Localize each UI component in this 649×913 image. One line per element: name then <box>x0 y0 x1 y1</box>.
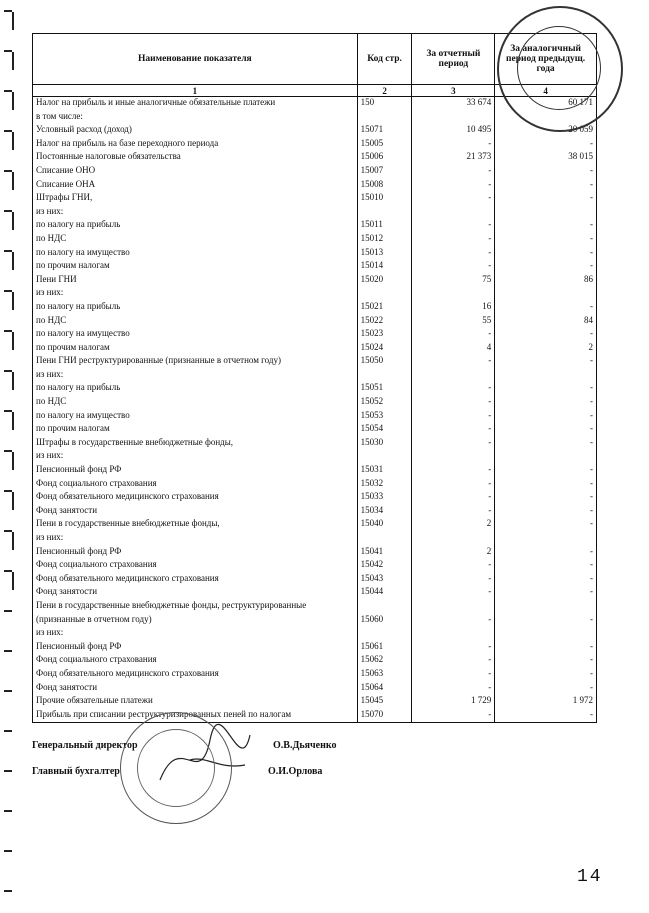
cell-v2: 84 <box>495 315 597 329</box>
cell-v1: - <box>412 423 495 437</box>
cell-v2 <box>495 206 597 220</box>
cell-name: Пени ГНИ <box>33 274 358 288</box>
table-row <box>33 124 597 138</box>
table-row <box>33 614 597 628</box>
cell-code: 150 <box>357 97 412 111</box>
table-row <box>33 369 597 383</box>
cell-v2 <box>495 287 597 301</box>
cell-v1: - <box>412 355 495 369</box>
cell-v1 <box>412 450 495 464</box>
cell-v2: - <box>495 478 597 492</box>
table-row <box>33 586 597 600</box>
cell-name: по НДС <box>33 315 358 329</box>
table-row <box>33 328 597 342</box>
cell-v1: 1 729 <box>412 695 495 709</box>
table-row <box>33 192 597 206</box>
table-row <box>33 450 597 464</box>
cell-name: Фонд занятости <box>33 682 358 696</box>
cell-v2: - <box>495 682 597 696</box>
cell-v1: 75 <box>412 274 495 288</box>
table-row <box>33 274 597 288</box>
cell-code: 15010 <box>357 192 412 206</box>
cell-code: 15040 <box>357 518 412 532</box>
cell-name: Пенсионный фонд РФ <box>33 546 358 560</box>
accountant-name: О.И.Орлова <box>268 766 323 777</box>
cell-v1: - <box>412 233 495 247</box>
table-row <box>33 233 597 247</box>
cell-name: Пенсионный фонд РФ <box>33 464 358 478</box>
cell-v1: 16 <box>412 301 495 315</box>
table-row <box>33 573 597 587</box>
table-row <box>33 423 597 437</box>
cell-v2: 38 015 <box>495 151 597 165</box>
table-row <box>33 682 597 696</box>
cell-code: 15054 <box>357 423 412 437</box>
cell-v2: 60 171 <box>495 97 597 111</box>
cell-v2: 20 059 <box>495 124 597 138</box>
cell-code: 15020 <box>357 274 412 288</box>
table-row <box>33 342 597 356</box>
cell-name: по налогу на прибыль <box>33 301 358 315</box>
cell-name: Постоянные налоговые обязательства <box>33 151 358 165</box>
table-row <box>33 410 597 424</box>
cell-name: Фонд социального страхования <box>33 478 358 492</box>
cell-v1: - <box>412 165 495 179</box>
cell-v1 <box>412 532 495 546</box>
cell-code: 15013 <box>357 247 412 261</box>
table-row <box>33 518 597 532</box>
table-row <box>33 600 597 614</box>
table-row <box>33 179 597 193</box>
table-row <box>33 668 597 682</box>
table-row <box>33 546 597 560</box>
cell-code: 15045 <box>357 695 412 709</box>
cell-name: по налогу на имущество <box>33 247 358 261</box>
cell-code: 15007 <box>357 165 412 179</box>
table-row <box>33 260 597 274</box>
cell-code: 15030 <box>357 437 412 451</box>
cell-code: 15044 <box>357 586 412 600</box>
cell-name: Фонд обязательного медицинского страхования <box>33 491 358 505</box>
cell-v1: - <box>412 682 495 696</box>
cell-name: Пени ГНИ реструктурированные (признанные в отчетном году) <box>33 355 358 369</box>
cell-name: Прочие обязательные платежи <box>33 695 358 709</box>
cell-code <box>357 111 412 125</box>
table-row <box>33 138 597 152</box>
cell-name: Фонд обязательного медицинского страхования <box>33 668 358 682</box>
cell-name: Налог на прибыль на базе переходного периода <box>33 138 358 152</box>
cell-code: 15051 <box>357 382 412 396</box>
cell-name: Фонд социального страхования <box>33 654 358 668</box>
cell-code: 15041 <box>357 546 412 560</box>
cell-v1 <box>412 600 495 614</box>
table-row <box>33 695 597 709</box>
cell-v2: - <box>495 382 597 396</box>
cell-v1: - <box>412 437 495 451</box>
table-row <box>33 709 597 723</box>
cell-code: 15021 <box>357 301 412 315</box>
table-row <box>33 206 597 220</box>
cell-v1: - <box>412 654 495 668</box>
cell-code: 15031 <box>357 464 412 478</box>
cell-v1 <box>412 111 495 125</box>
cell-v1 <box>412 287 495 301</box>
table-row <box>33 396 597 410</box>
table-body <box>33 97 597 723</box>
cell-v1: - <box>412 614 495 628</box>
cell-code: 15014 <box>357 260 412 274</box>
cell-code <box>357 450 412 464</box>
cell-code: 15006 <box>357 151 412 165</box>
cell-name: из них: <box>33 369 358 383</box>
cell-code: 15024 <box>357 342 412 356</box>
cell-name: в том числе: <box>33 111 358 125</box>
cell-name: Условный расход (доход) <box>33 124 358 138</box>
cell-v1: - <box>412 260 495 274</box>
cell-v1: 33 674 <box>412 97 495 111</box>
table-row <box>33 111 597 125</box>
cell-name: Пенсионный фонд РФ <box>33 641 358 655</box>
cell-v2: - <box>495 328 597 342</box>
cell-v1: - <box>412 559 495 573</box>
cell-v1: 4 <box>412 342 495 356</box>
cell-name: из них: <box>33 206 358 220</box>
cell-name: Фонд занятости <box>33 505 358 519</box>
table-row <box>33 641 597 655</box>
cell-name: Пени в государственные внебюджетные фонды, <box>33 518 358 532</box>
table-row <box>33 437 597 451</box>
page-number: 14 <box>577 867 603 887</box>
cell-v2 <box>495 627 597 641</box>
cell-code <box>357 369 412 383</box>
cell-v1: - <box>412 396 495 410</box>
company-stamp-bottom <box>120 712 232 824</box>
cell-code: 15005 <box>357 138 412 152</box>
cell-v1 <box>412 206 495 220</box>
cell-name: Прибыль при списании реструктуризированных пеней по налогам <box>33 709 358 723</box>
cell-code: 15071 <box>357 124 412 138</box>
table-row <box>33 247 597 261</box>
table-row <box>33 464 597 478</box>
cell-v2: - <box>495 165 597 179</box>
cell-v1: - <box>412 586 495 600</box>
cell-name: Пени в государственные внебюджетные фонды, реструктурированные <box>33 600 358 614</box>
cell-v2: - <box>495 233 597 247</box>
cell-v1: - <box>412 192 495 206</box>
header-num-2: 2 <box>357 85 412 97</box>
director-title: Генеральный директор <box>32 740 138 751</box>
cell-code: 15052 <box>357 396 412 410</box>
cell-v2: - <box>495 709 597 723</box>
cell-code: 15033 <box>357 491 412 505</box>
cell-name: Штрафы ГНИ, <box>33 192 358 206</box>
cell-code: 15060 <box>357 614 412 628</box>
cell-code: 15070 <box>357 709 412 723</box>
table-row <box>33 355 597 369</box>
cell-name: по прочим налогам <box>33 342 358 356</box>
cell-code <box>357 600 412 614</box>
cell-v2: 86 <box>495 274 597 288</box>
cell-v2: 1 972 <box>495 695 597 709</box>
header-num-1: 1 <box>33 85 358 97</box>
table-row <box>33 505 597 519</box>
cell-code <box>357 206 412 220</box>
cell-v1: - <box>412 328 495 342</box>
cell-v1: - <box>412 478 495 492</box>
cell-code: 15011 <box>357 219 412 233</box>
cell-name: Фонд обязательного медицинского страхования <box>33 573 358 587</box>
cell-v1: - <box>412 464 495 478</box>
company-stamp-top <box>497 6 623 132</box>
table-row <box>33 532 597 546</box>
table-row <box>33 151 597 165</box>
cell-name: из них: <box>33 532 358 546</box>
cell-code: 15034 <box>357 505 412 519</box>
cell-v1: - <box>412 709 495 723</box>
cell-name: из них: <box>33 450 358 464</box>
cell-v2: - <box>495 505 597 519</box>
table-row <box>33 627 597 641</box>
header-current-period: За отчетный период <box>412 34 495 85</box>
header-prior-period: За аналогичный период предыдущ. года <box>495 34 597 85</box>
cell-v1 <box>412 369 495 383</box>
director-name: О.В.Дьяченко <box>273 740 337 751</box>
cell-code: 15022 <box>357 315 412 329</box>
cell-v2 <box>495 450 597 464</box>
cell-v2: - <box>495 260 597 274</box>
table-row <box>33 559 597 573</box>
cell-code: 15043 <box>357 573 412 587</box>
header-name: Наименование показателя <box>33 34 358 85</box>
table-row <box>33 491 597 505</box>
cell-v2: - <box>495 437 597 451</box>
cell-v1: 55 <box>412 315 495 329</box>
cell-v2: - <box>495 491 597 505</box>
cell-code <box>357 627 412 641</box>
cell-v2: - <box>495 641 597 655</box>
header-num-4: 4 <box>495 85 597 97</box>
cell-code: 15023 <box>357 328 412 342</box>
cell-code: 15061 <box>357 641 412 655</box>
cell-v1: - <box>412 491 495 505</box>
cell-v2: - <box>495 573 597 587</box>
cell-v2: - <box>495 138 597 152</box>
cell-v2: - <box>495 219 597 233</box>
cell-code: 15053 <box>357 410 412 424</box>
cell-code: 15064 <box>357 682 412 696</box>
cell-name: Списание ОНА <box>33 179 358 193</box>
table-row <box>33 478 597 492</box>
cell-name: по прочим налогам <box>33 260 358 274</box>
cell-name: по налогу на имущество <box>33 328 358 342</box>
cell-code: 15032 <box>357 478 412 492</box>
cell-v2: - <box>495 192 597 206</box>
cell-v2: - <box>495 410 597 424</box>
cell-name: по налогу на имущество <box>33 410 358 424</box>
table-row <box>33 315 597 329</box>
header-code: Код стр. <box>357 34 412 85</box>
cell-name: Налог на прибыль и иные аналогичные обязательные платежи <box>33 97 358 111</box>
cell-name: Штрафы в государственные внебюджетные фонды, <box>33 437 358 451</box>
tax-report-table <box>32 33 597 723</box>
cell-v2: - <box>495 518 597 532</box>
cell-v1 <box>412 627 495 641</box>
table-row <box>33 219 597 233</box>
accountant-title: Главный бухгалтер <box>32 766 120 777</box>
header-num-3: 3 <box>412 85 495 97</box>
cell-v2: - <box>495 355 597 369</box>
cell-v1: 2 <box>412 546 495 560</box>
cell-v2: - <box>495 179 597 193</box>
cell-v2 <box>495 532 597 546</box>
cell-v1: - <box>412 179 495 193</box>
cell-v2: - <box>495 464 597 478</box>
cell-v2: - <box>495 247 597 261</box>
cell-v2: - <box>495 614 597 628</box>
cell-v2: - <box>495 668 597 682</box>
cell-v1: - <box>412 247 495 261</box>
cell-name: из них: <box>33 627 358 641</box>
table-row <box>33 287 597 301</box>
cell-v2 <box>495 600 597 614</box>
cell-v1: 10 495 <box>412 124 495 138</box>
cell-v1: - <box>412 668 495 682</box>
cell-code: 15050 <box>357 355 412 369</box>
cell-name: Списание ОНО <box>33 165 358 179</box>
cell-v2: - <box>495 586 597 600</box>
cell-code: 15063 <box>357 668 412 682</box>
cell-name: Фонд социального страхования <box>33 559 358 573</box>
cell-name: по НДС <box>33 396 358 410</box>
cell-name: по налогу на прибыль <box>33 219 358 233</box>
cell-v2: 2 <box>495 342 597 356</box>
cell-v2: - <box>495 559 597 573</box>
cell-name: Фонд занятости <box>33 586 358 600</box>
cell-name: из них: <box>33 287 358 301</box>
cell-v2: - <box>495 301 597 315</box>
table-row <box>33 301 597 315</box>
cell-name: (признанные в отчетном году) <box>33 614 358 628</box>
cell-v1: - <box>412 410 495 424</box>
cell-code: 15062 <box>357 654 412 668</box>
cell-v1: - <box>412 505 495 519</box>
cell-v2: - <box>495 423 597 437</box>
cell-v1: - <box>412 138 495 152</box>
cell-v1: - <box>412 382 495 396</box>
table-row <box>33 165 597 179</box>
cell-v2: - <box>495 654 597 668</box>
cell-v1: - <box>412 573 495 587</box>
cell-name: по прочим налогам <box>33 423 358 437</box>
cell-code <box>357 532 412 546</box>
cell-code: 15042 <box>357 559 412 573</box>
cell-v2: - <box>495 546 597 560</box>
cell-v2: - <box>495 396 597 410</box>
cell-code: 15008 <box>357 179 412 193</box>
cell-name: по НДС <box>33 233 358 247</box>
table-row <box>33 382 597 396</box>
binding-marks <box>4 10 30 910</box>
cell-code <box>357 287 412 301</box>
cell-v1: - <box>412 641 495 655</box>
cell-v1: 21 373 <box>412 151 495 165</box>
cell-name: по налогу на прибыль <box>33 382 358 396</box>
cell-code: 15012 <box>357 233 412 247</box>
cell-v1: 2 <box>412 518 495 532</box>
cell-v1: - <box>412 219 495 233</box>
table-row <box>33 654 597 668</box>
cell-v2 <box>495 369 597 383</box>
